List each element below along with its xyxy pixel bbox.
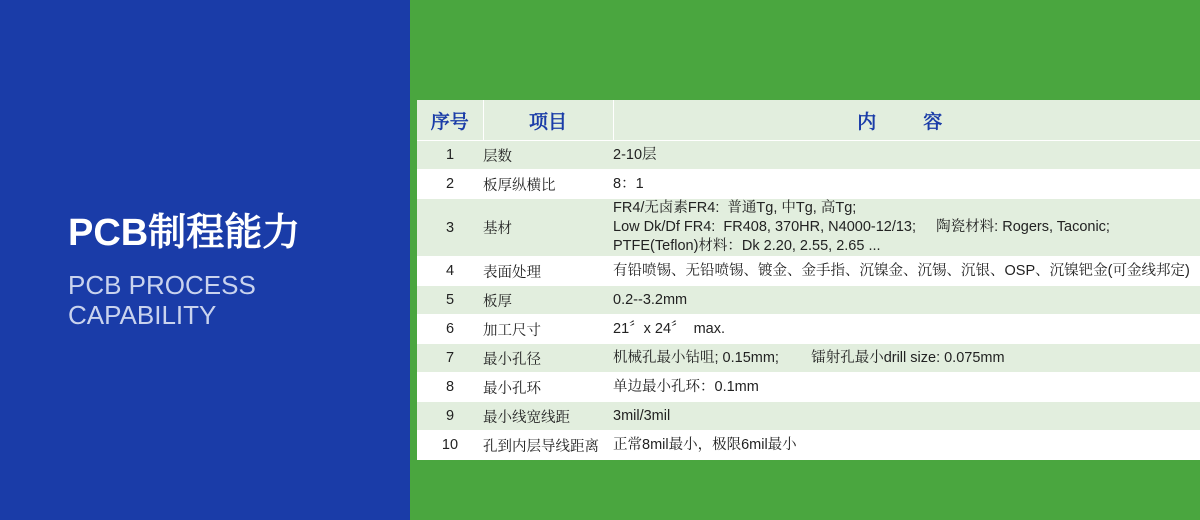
cell-content xyxy=(613,286,1200,315)
cell-content xyxy=(613,170,1200,199)
cell-no: 4 xyxy=(417,257,483,286)
content-line: FR4/无卤素FR4: 普通Tg, 中Tg, 高Tg; xyxy=(613,200,857,216)
table-row xyxy=(417,431,1200,460)
cell-content xyxy=(613,199,1200,257)
table-row xyxy=(417,170,1200,199)
content-line: Low Dk/Df FR4: FR408, 370HR, N4000-12/13; 陶瓷材料: Rogers, Taconic; xyxy=(613,219,1110,235)
content-line: PTFE(Teflon)材料：Dk 2.20, 2.55, 2.65 ... xyxy=(613,238,881,254)
table-row xyxy=(417,286,1200,315)
cell-item: 加工尺寸 xyxy=(483,315,613,344)
page-subtitle-line2: CAPABILITY xyxy=(68,300,217,330)
content-line: 机械孔最小钻咀; 0.15mm; 镭射孔最小drill size: 0.075mm xyxy=(613,349,1005,366)
cell-no: 1 xyxy=(417,141,483,170)
table-row xyxy=(417,141,1200,170)
cell-no: 7 xyxy=(417,344,483,373)
cell-item: 最小孔环 xyxy=(483,373,613,402)
content-line: 2-10层 xyxy=(613,146,657,163)
content-line: 8：1 xyxy=(613,175,644,192)
cell-item: 板厚纵横比 xyxy=(483,170,613,199)
cell-item: 孔到内层导线距离 xyxy=(483,431,613,460)
table-row xyxy=(417,315,1200,344)
cell-no: 6 xyxy=(417,315,483,344)
spec-table xyxy=(417,100,1200,460)
cell-item: 板厚 xyxy=(483,286,613,315)
content-line: 3mil/3mil xyxy=(613,407,671,424)
cell-content xyxy=(613,344,1200,373)
left-title-panel xyxy=(0,0,410,520)
table-row xyxy=(417,199,1200,257)
cell-no: 10 xyxy=(417,431,483,460)
page-subtitle-line1: PCB PROCESS xyxy=(68,270,256,300)
cell-no: 5 xyxy=(417,286,483,315)
content-line: 21〞x 24〞 max. xyxy=(613,320,726,337)
cell-no: 8 xyxy=(417,373,483,402)
right-content-panel xyxy=(410,0,1200,520)
table-row xyxy=(417,257,1200,286)
cell-content xyxy=(613,141,1200,170)
content-line: 正常8mil最小，极限6mil最小 xyxy=(613,436,797,453)
cell-no: 3 xyxy=(417,199,483,257)
column-header-no: 序号 xyxy=(417,100,483,141)
cell-no: 9 xyxy=(417,402,483,431)
cell-item: 表面处理 xyxy=(483,257,613,286)
cell-content xyxy=(613,431,1200,460)
cell-content xyxy=(613,402,1200,431)
content-line: 有铅喷锡、无铅喷锡、镀金、金手指、沉镍金、沉锡、沉银、OSP、沉镍钯金(可金线邦定) xyxy=(613,262,1190,279)
spec-table-wrap xyxy=(417,100,1200,460)
cell-item: 最小孔径 xyxy=(483,344,613,373)
title-block xyxy=(68,210,398,330)
spec-table-body xyxy=(417,141,1200,460)
cell-content xyxy=(613,257,1200,286)
content-line: 0.2--3.2mm xyxy=(613,291,688,308)
table-header-row xyxy=(417,100,1200,141)
table-row xyxy=(417,402,1200,431)
column-header-item: 项目 xyxy=(483,100,613,141)
cell-content xyxy=(613,315,1200,344)
cell-no: 2 xyxy=(417,170,483,199)
table-row xyxy=(417,344,1200,373)
column-header-content: 内 容 xyxy=(613,100,1200,141)
spec-table-head xyxy=(417,100,1200,141)
page-title: PCB制程能力 xyxy=(68,212,301,254)
table-row xyxy=(417,373,1200,402)
content-line: 单边最小孔环：0.1mm xyxy=(613,378,759,395)
cell-item: 基材 xyxy=(483,199,613,257)
page-subtitle xyxy=(68,270,398,330)
cell-item: 最小线宽线距 xyxy=(483,402,613,431)
cell-item: 层数 xyxy=(483,141,613,170)
cell-content xyxy=(613,373,1200,402)
